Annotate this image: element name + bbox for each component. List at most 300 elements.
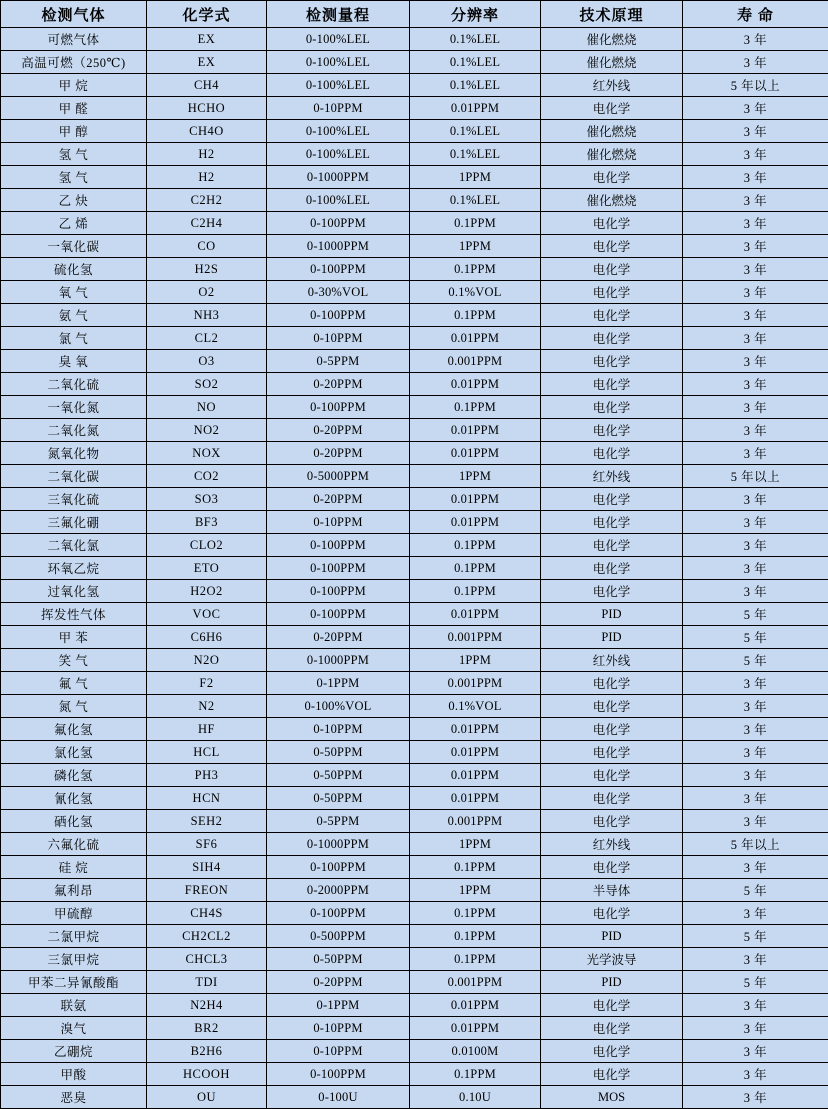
table-row — [1, 879, 828, 902]
table-cell: 3 年 — [683, 1086, 828, 1109]
table-row — [1, 488, 828, 511]
table-cell: 3 年 — [683, 741, 828, 764]
table-cell: 3 年 — [683, 396, 828, 419]
table-cell: 3 年 — [683, 189, 828, 212]
table-cell: 电化学 — [541, 1063, 683, 1086]
table-cell: 电化学 — [541, 419, 683, 442]
table-row — [1, 810, 828, 833]
table-cell: 氮氧化物 — [1, 442, 147, 465]
table-cell: 0-30%VOL — [267, 281, 410, 304]
table-cell: 3 年 — [683, 1040, 828, 1063]
table-cell: 0.001PPM — [410, 810, 541, 833]
table-cell: 0.1PPM — [410, 534, 541, 557]
table-cell: SO2 — [147, 373, 267, 396]
table-cell: 3 年 — [683, 787, 828, 810]
table-cell: 0-50PPM — [267, 741, 410, 764]
table-cell: 电化学 — [541, 511, 683, 534]
table-cell: 催化燃烧 — [541, 120, 683, 143]
table-row — [1, 143, 828, 166]
table-cell: 氯化氢 — [1, 741, 147, 764]
table-cell: 0.001PPM — [410, 672, 541, 695]
table-row — [1, 925, 828, 948]
table-cell: 3 年 — [683, 488, 828, 511]
column-header-range: 检测量程 — [267, 1, 410, 28]
table-cell: 一氧化氮 — [1, 396, 147, 419]
table-cell: 5 年 — [683, 879, 828, 902]
table-cell: 溴气 — [1, 1017, 147, 1040]
table-cell: BR2 — [147, 1017, 267, 1040]
table-row — [1, 235, 828, 258]
table-row — [1, 1086, 828, 1109]
table-cell: 环氧乙烷 — [1, 557, 147, 580]
table-cell: 0-1000PPM — [267, 166, 410, 189]
table-cell: 电化学 — [541, 258, 683, 281]
table-cell: 六氟化硫 — [1, 833, 147, 856]
table-cell: 0-2000PPM — [267, 879, 410, 902]
table-cell: 3 年 — [683, 695, 828, 718]
table-row — [1, 741, 828, 764]
table-cell: HCN — [147, 787, 267, 810]
table-cell: 3 年 — [683, 28, 828, 51]
table-row — [1, 1017, 828, 1040]
table-row — [1, 189, 828, 212]
table-row — [1, 166, 828, 189]
table-cell: 甲 烷 — [1, 74, 147, 97]
table-cell: 甲苯二异氰酸酯 — [1, 971, 147, 994]
table-cell: 联氨 — [1, 994, 147, 1017]
table-cell: 5 年以上 — [683, 833, 828, 856]
table-cell: 电化学 — [541, 787, 683, 810]
table-cell: 电化学 — [541, 695, 683, 718]
table-header-row — [1, 1, 828, 28]
table-cell: 0.01PPM — [410, 603, 541, 626]
table-cell: 5 年以上 — [683, 465, 828, 488]
table-cell: 0.01PPM — [410, 764, 541, 787]
column-header-lifespan: 寿 命 — [683, 1, 828, 28]
table-cell: 3 年 — [683, 304, 828, 327]
table-cell: 电化学 — [541, 718, 683, 741]
table-cell: 0.01PPM — [410, 787, 541, 810]
table-cell: 电化学 — [541, 373, 683, 396]
table-cell: 0-20PPM — [267, 442, 410, 465]
table-cell: 3 年 — [683, 856, 828, 879]
table-cell: SEH2 — [147, 810, 267, 833]
table-cell: 0.01PPM — [410, 373, 541, 396]
table-cell: 甲 醛 — [1, 97, 147, 120]
table-cell: 光学波导 — [541, 948, 683, 971]
table-cell: 0.1PPM — [410, 557, 541, 580]
table-cell: SIH4 — [147, 856, 267, 879]
table-cell: 电化学 — [541, 902, 683, 925]
table-cell: 0.1%VOL — [410, 281, 541, 304]
table-cell: 0-1PPM — [267, 994, 410, 1017]
table-cell: 电化学 — [541, 534, 683, 557]
table-cell: 电化学 — [541, 442, 683, 465]
table-cell: 电化学 — [541, 166, 683, 189]
table-cell: 3 年 — [683, 557, 828, 580]
table-cell: 0.01PPM — [410, 488, 541, 511]
table-cell: 3 年 — [683, 143, 828, 166]
table-cell: CLO2 — [147, 534, 267, 557]
table-row — [1, 580, 828, 603]
table-cell: 0.1PPM — [410, 948, 541, 971]
table-body — [1, 28, 828, 1109]
table-cell: 0.1%LEL — [410, 120, 541, 143]
table-cell: 3 年 — [683, 1063, 828, 1086]
table-cell: 5 年 — [683, 603, 828, 626]
table-cell: 二氧化硫 — [1, 373, 147, 396]
table-cell: 0.01PPM — [410, 419, 541, 442]
table-cell: 氰化氢 — [1, 787, 147, 810]
table-cell: 氧 气 — [1, 281, 147, 304]
table-cell: 0.01PPM — [410, 442, 541, 465]
table-row — [1, 1063, 828, 1086]
table-cell: B2H6 — [147, 1040, 267, 1063]
table-cell: 0-20PPM — [267, 488, 410, 511]
table-row — [1, 557, 828, 580]
table-cell: 催化燃烧 — [541, 28, 683, 51]
table-cell: C2H2 — [147, 189, 267, 212]
column-header-formula: 化学式 — [147, 1, 267, 28]
table-cell: ETO — [147, 557, 267, 580]
table-cell: 0-1000PPM — [267, 833, 410, 856]
table-cell: 过氧化氢 — [1, 580, 147, 603]
table-cell: MOS — [541, 1086, 683, 1109]
table-row — [1, 534, 828, 557]
table-cell: 0-20PPM — [267, 373, 410, 396]
table-cell: 电化学 — [541, 396, 683, 419]
table-cell: 二氧化氮 — [1, 419, 147, 442]
table-cell: 红外线 — [541, 833, 683, 856]
table-cell: 0-10PPM — [267, 718, 410, 741]
table-cell: 氮 气 — [1, 695, 147, 718]
table-cell: HCOOH — [147, 1063, 267, 1086]
table-cell: 二氧化碳 — [1, 465, 147, 488]
table-cell: CH2CL2 — [147, 925, 267, 948]
table-cell: 0.1%LEL — [410, 74, 541, 97]
table-cell: 二氧化氯 — [1, 534, 147, 557]
table-cell: PID — [541, 626, 683, 649]
table-cell: 0.01PPM — [410, 97, 541, 120]
table-cell: 0-1000PPM — [267, 649, 410, 672]
table-row — [1, 327, 828, 350]
table-cell: 0.1%LEL — [410, 51, 541, 74]
table-cell: 0-20PPM — [267, 419, 410, 442]
table-cell: 3 年 — [683, 120, 828, 143]
table-cell: 可燃气体 — [1, 28, 147, 51]
table-cell: 3 年 — [683, 327, 828, 350]
table-cell: 电化学 — [541, 672, 683, 695]
table-cell: 红外线 — [541, 649, 683, 672]
table-cell: 3 年 — [683, 212, 828, 235]
table-cell: 0-500PPM — [267, 925, 410, 948]
table-cell: 甲硫醇 — [1, 902, 147, 925]
table-cell: PID — [541, 925, 683, 948]
table-row — [1, 74, 828, 97]
table-cell: 0.001PPM — [410, 971, 541, 994]
table-cell: 甲 苯 — [1, 626, 147, 649]
table-cell: 0.1PPM — [410, 856, 541, 879]
table-cell: HCL — [147, 741, 267, 764]
table-cell: 0.1PPM — [410, 580, 541, 603]
table-cell: 0.1PPM — [410, 258, 541, 281]
table-cell: 硒化氢 — [1, 810, 147, 833]
table-cell: O3 — [147, 350, 267, 373]
table-cell: 氢 气 — [1, 143, 147, 166]
table-cell: PID — [541, 971, 683, 994]
table-cell: 0-100%LEL — [267, 74, 410, 97]
table-cell: 0-5PPM — [267, 350, 410, 373]
table-cell: 0-50PPM — [267, 787, 410, 810]
table-cell: 半导体 — [541, 879, 683, 902]
table-cell: CH4 — [147, 74, 267, 97]
table-cell: 催化燃烧 — [541, 189, 683, 212]
table-cell: H2 — [147, 143, 267, 166]
table-cell: 甲 醇 — [1, 120, 147, 143]
table-cell: 0.01PPM — [410, 718, 541, 741]
table-cell: 臭 氧 — [1, 350, 147, 373]
table-cell: 电化学 — [541, 97, 683, 120]
table-row — [1, 902, 828, 925]
table-row — [1, 764, 828, 787]
table-cell: 1PPM — [410, 166, 541, 189]
table-cell: 0-100%LEL — [267, 120, 410, 143]
table-cell: 3 年 — [683, 281, 828, 304]
table-cell: 0-100PPM — [267, 212, 410, 235]
table-cell: 电化学 — [541, 994, 683, 1017]
table-cell: 氟利昂 — [1, 879, 147, 902]
table-row — [1, 419, 828, 442]
table-row — [1, 258, 828, 281]
table-cell: PID — [541, 603, 683, 626]
table-cell: 电化学 — [541, 304, 683, 327]
table-row — [1, 120, 828, 143]
table-cell: 0-1PPM — [267, 672, 410, 695]
table-cell: O2 — [147, 281, 267, 304]
table-cell: 3 年 — [683, 810, 828, 833]
table-cell: 0-5000PPM — [267, 465, 410, 488]
column-header-principle: 技术原理 — [541, 1, 683, 28]
table-cell: 0-10PPM — [267, 1040, 410, 1063]
table-cell: 0.1PPM — [410, 304, 541, 327]
table-cell: H2 — [147, 166, 267, 189]
table-cell: 3 年 — [683, 902, 828, 925]
table-cell: HCHO — [147, 97, 267, 120]
table-cell: 电化学 — [541, 764, 683, 787]
table-cell: 0.1PPM — [410, 396, 541, 419]
table-cell: 0.01PPM — [410, 327, 541, 350]
table-row — [1, 856, 828, 879]
table-row — [1, 626, 828, 649]
table-cell: 0.10U — [410, 1086, 541, 1109]
table-row — [1, 718, 828, 741]
table-cell: 0.1PPM — [410, 925, 541, 948]
table-cell: 3 年 — [683, 419, 828, 442]
table-cell: CL2 — [147, 327, 267, 350]
table-cell: 电化学 — [541, 327, 683, 350]
table-cell: H2O2 — [147, 580, 267, 603]
table-row — [1, 465, 828, 488]
table-cell: 0-100PPM — [267, 534, 410, 557]
table-cell: 0-5PPM — [267, 810, 410, 833]
table-cell: 0-100PPM — [267, 396, 410, 419]
table-cell: 氯 气 — [1, 327, 147, 350]
table-cell: 电化学 — [541, 856, 683, 879]
table-cell: 0-100PPM — [267, 304, 410, 327]
table-row — [1, 212, 828, 235]
table-cell: 0-100%LEL — [267, 28, 410, 51]
column-header-gas: 检测气体 — [1, 1, 147, 28]
table-cell: 甲酸 — [1, 1063, 147, 1086]
table-row — [1, 442, 828, 465]
table-cell: 电化学 — [541, 557, 683, 580]
table-cell: CH4S — [147, 902, 267, 925]
table-cell: 氢 气 — [1, 166, 147, 189]
table-cell: 电化学 — [541, 212, 683, 235]
table-cell: 3 年 — [683, 350, 828, 373]
table-cell: 1PPM — [410, 465, 541, 488]
table-cell: 0-100U — [267, 1086, 410, 1109]
table-cell: 3 年 — [683, 580, 828, 603]
table-cell: 0.01PPM — [410, 994, 541, 1017]
table-row — [1, 948, 828, 971]
table-cell: 磷化氢 — [1, 764, 147, 787]
table-cell: CO — [147, 235, 267, 258]
table-cell: 0.1PPM — [410, 1063, 541, 1086]
table-cell: 乙 炔 — [1, 189, 147, 212]
table-cell: 1PPM — [410, 649, 541, 672]
table-cell: 3 年 — [683, 948, 828, 971]
table-cell: PH3 — [147, 764, 267, 787]
table-cell: 0.1%LEL — [410, 28, 541, 51]
table-cell: N2O — [147, 649, 267, 672]
table-cell: 0-100PPM — [267, 603, 410, 626]
table-cell: EX — [147, 28, 267, 51]
table-row — [1, 97, 828, 120]
table-cell: 0.01PPM — [410, 741, 541, 764]
table-row — [1, 373, 828, 396]
table-cell: 0-100PPM — [267, 902, 410, 925]
table-cell: CO2 — [147, 465, 267, 488]
table-cell: 0-100PPM — [267, 258, 410, 281]
table-cell: 3 年 — [683, 258, 828, 281]
table-cell: VOC — [147, 603, 267, 626]
table-cell: 3 年 — [683, 51, 828, 74]
table-cell: 3 年 — [683, 764, 828, 787]
table-cell: 0-100PPM — [267, 557, 410, 580]
table-cell: 三氯甲烷 — [1, 948, 147, 971]
table-row — [1, 649, 828, 672]
table-cell: 三氧化硫 — [1, 488, 147, 511]
table-cell: 0-50PPM — [267, 764, 410, 787]
table-cell: 高温可燃（250℃) — [1, 51, 147, 74]
table-cell: 0.1%VOL — [410, 695, 541, 718]
table-cell: N2 — [147, 695, 267, 718]
table-cell: 5 年以上 — [683, 74, 828, 97]
table-row — [1, 51, 828, 74]
table-cell: 0.1%LEL — [410, 143, 541, 166]
table-row — [1, 304, 828, 327]
table-cell: 5 年 — [683, 925, 828, 948]
table-cell: 笑 气 — [1, 649, 147, 672]
table-cell: 红外线 — [541, 465, 683, 488]
table-cell: 一氧化碳 — [1, 235, 147, 258]
table-cell: 三氟化硼 — [1, 511, 147, 534]
table-cell: TDI — [147, 971, 267, 994]
table-cell: 0-100PPM — [267, 580, 410, 603]
table-cell: N2H4 — [147, 994, 267, 1017]
table-cell: 0-100PPM — [267, 856, 410, 879]
table-cell: F2 — [147, 672, 267, 695]
table-row — [1, 396, 828, 419]
table-cell: 1PPM — [410, 833, 541, 856]
table-cell: NH3 — [147, 304, 267, 327]
table-cell: CHCL3 — [147, 948, 267, 971]
table-cell: 0-20PPM — [267, 626, 410, 649]
table-cell: 电化学 — [541, 741, 683, 764]
table-cell: 电化学 — [541, 235, 683, 258]
table-cell: 3 年 — [683, 672, 828, 695]
table-cell: 3 年 — [683, 442, 828, 465]
table-cell: H2S — [147, 258, 267, 281]
table-cell: 电化学 — [541, 1040, 683, 1063]
table-cell: 硫化氢 — [1, 258, 147, 281]
table-cell: 3 年 — [683, 373, 828, 396]
table-cell: 电化学 — [541, 580, 683, 603]
table-cell: 0-10PPM — [267, 97, 410, 120]
table-cell: 催化燃烧 — [541, 51, 683, 74]
table-cell: FREON — [147, 879, 267, 902]
table-cell: 3 年 — [683, 511, 828, 534]
table-cell: 0.0100M — [410, 1040, 541, 1063]
table-cell: 3 年 — [683, 166, 828, 189]
table-cell: 5 年 — [683, 626, 828, 649]
table-cell: 电化学 — [541, 488, 683, 511]
table-row — [1, 350, 828, 373]
table-cell: 电化学 — [541, 810, 683, 833]
table-cell: HF — [147, 718, 267, 741]
table-row — [1, 787, 828, 810]
table-row — [1, 281, 828, 304]
table-cell: NO2 — [147, 419, 267, 442]
table-cell: 氟化氢 — [1, 718, 147, 741]
table-cell: 0.001PPM — [410, 626, 541, 649]
table-cell: 0-100PPM — [267, 1063, 410, 1086]
table-cell: 氨 气 — [1, 304, 147, 327]
table-cell: 0-50PPM — [267, 948, 410, 971]
table-cell: 0-100%VOL — [267, 695, 410, 718]
table-cell: 挥发性气体 — [1, 603, 147, 626]
table-row — [1, 971, 828, 994]
table-cell: 1PPM — [410, 235, 541, 258]
table-cell: 0-20PPM — [267, 971, 410, 994]
table-row — [1, 695, 828, 718]
table-cell: 电化学 — [541, 350, 683, 373]
table-cell: 3 年 — [683, 235, 828, 258]
table-cell: SF6 — [147, 833, 267, 856]
table-cell: 3 年 — [683, 1017, 828, 1040]
table-cell: 硅 烷 — [1, 856, 147, 879]
table-cell: 0-1000PPM — [267, 235, 410, 258]
table-cell: 0.1%LEL — [410, 189, 541, 212]
table-cell: 二氯甲烷 — [1, 925, 147, 948]
table-cell: 3 年 — [683, 994, 828, 1017]
table-cell: 0-100%LEL — [267, 189, 410, 212]
table-row — [1, 603, 828, 626]
table-row — [1, 28, 828, 51]
table-cell: 5 年 — [683, 971, 828, 994]
table-row — [1, 1040, 828, 1063]
